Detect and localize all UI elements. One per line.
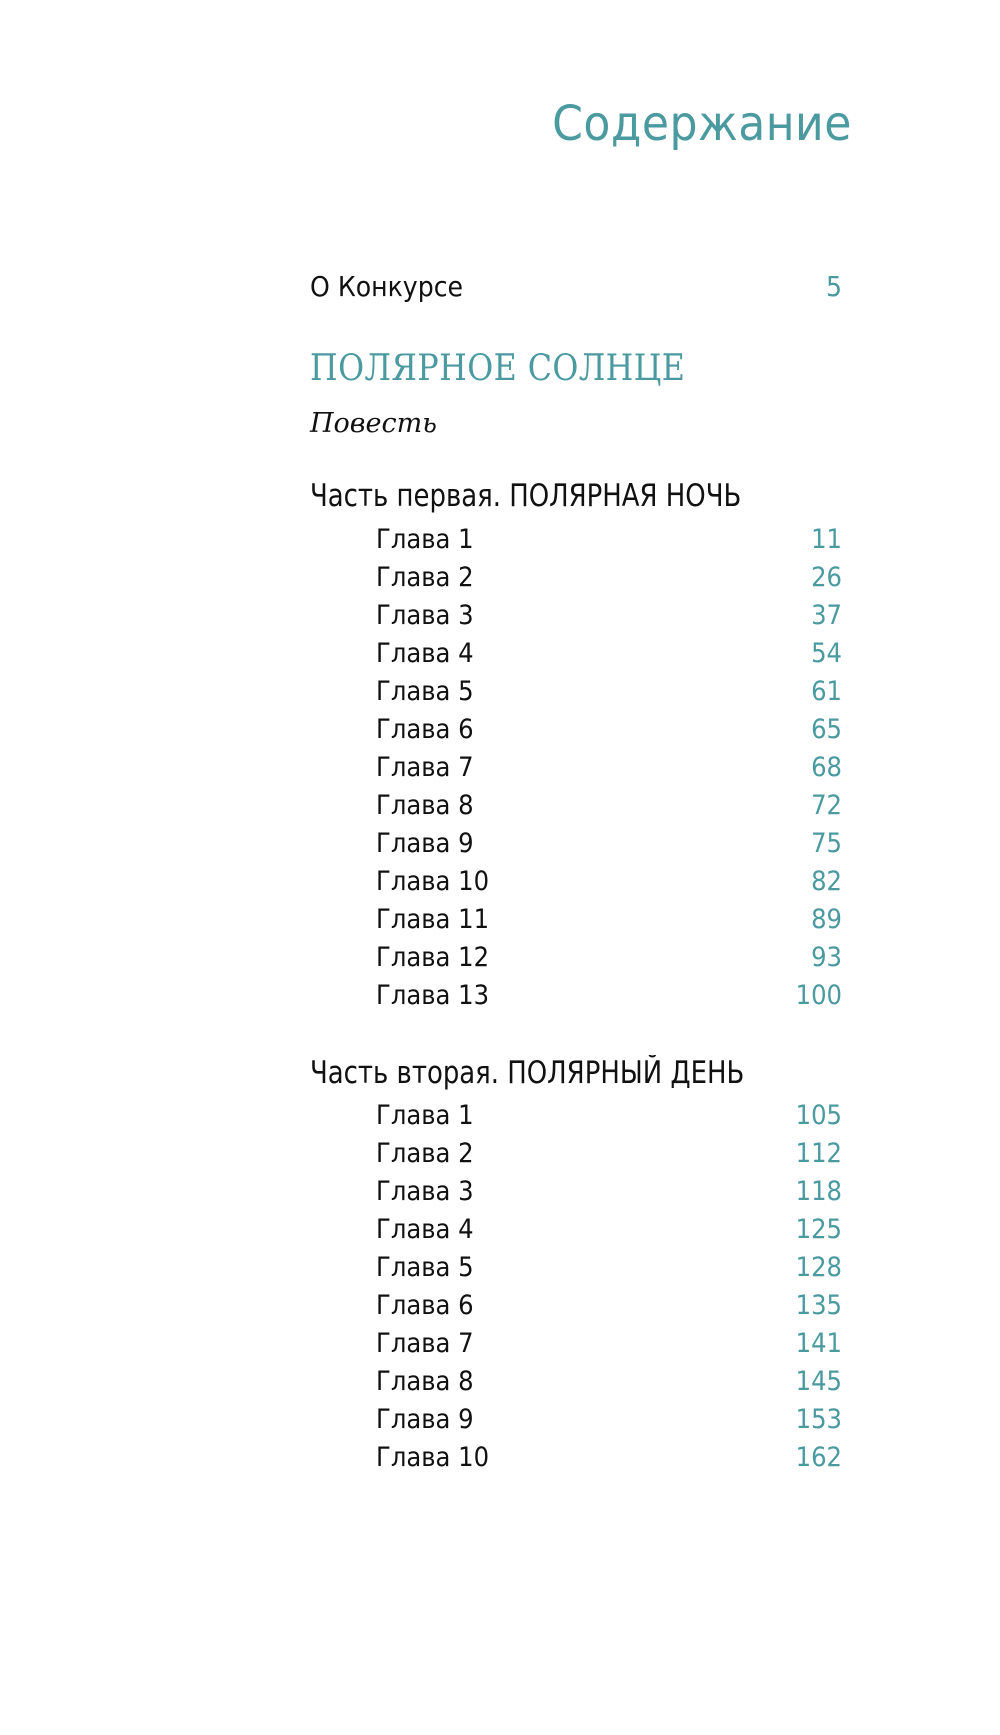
chapter-label: Глава 13 — [376, 980, 490, 1011]
chapter-entry[interactable] — [376, 1290, 842, 1328]
chapter-entry[interactable] — [376, 676, 842, 714]
toc-entry-intro[interactable] — [310, 270, 842, 303]
toc-title: Содержание — [552, 96, 852, 152]
chapter-entry[interactable] — [376, 866, 842, 904]
chapter-page-number: 65 — [811, 714, 842, 745]
chapter-entry[interactable] — [376, 980, 842, 1018]
chapter-entry[interactable] — [376, 752, 842, 790]
chapter-label: Глава 5 — [376, 676, 474, 707]
chapter-page-number: 162 — [795, 1442, 842, 1473]
chapter-entry[interactable] — [376, 1366, 842, 1404]
chapter-page-number: 93 — [811, 942, 842, 973]
chapter-page-number: 61 — [811, 676, 842, 707]
chapter-page-number: 68 — [811, 752, 842, 783]
chapter-label: Глава 9 — [376, 828, 474, 859]
chapter-page-number: 112 — [795, 1138, 842, 1169]
chapter-label: Глава 6 — [376, 1290, 474, 1321]
chapter-label: Глава 4 — [376, 638, 474, 669]
chapter-entry[interactable] — [376, 1442, 842, 1480]
chapter-page-number: 82 — [811, 866, 842, 897]
chapter-label: Глава 10 — [376, 1442, 490, 1473]
chapter-label: Глава 2 — [376, 1138, 474, 1169]
chapter-list-part-1 — [376, 524, 842, 1018]
chapter-page-number: 75 — [811, 828, 842, 859]
chapter-entry[interactable] — [376, 1100, 842, 1138]
chapter-label: Глава 8 — [376, 790, 474, 821]
chapter-page-number: 100 — [795, 980, 842, 1011]
chapter-label: Глава 8 — [376, 1366, 474, 1397]
chapter-page-number: 105 — [795, 1100, 842, 1131]
chapter-label: Глава 7 — [376, 1328, 474, 1359]
chapter-page-number: 72 — [811, 790, 842, 821]
chapter-page-number: 125 — [795, 1214, 842, 1245]
chapter-label: Глава 12 — [376, 942, 490, 973]
chapter-label: Глава 2 — [376, 562, 474, 593]
chapter-page-number: 89 — [811, 904, 842, 935]
chapter-page-number: 141 — [795, 1328, 842, 1359]
chapter-page-number: 11 — [811, 524, 842, 555]
chapter-entry[interactable] — [376, 942, 842, 980]
toc-entry-page: 5 — [825, 270, 842, 303]
chapter-entry[interactable] — [376, 790, 842, 828]
chapter-label: Глава 3 — [376, 600, 474, 631]
chapter-label: Глава 4 — [376, 1214, 474, 1245]
section-title[interactable]: ПОЛЯРНОЕ СОЛНЦЕ — [310, 348, 686, 389]
chapter-entry[interactable] — [376, 1138, 842, 1176]
chapter-label: Глава 5 — [376, 1252, 474, 1283]
chapter-page-number: 135 — [795, 1290, 842, 1321]
chapter-label: Глава 3 — [376, 1176, 474, 1207]
chapter-entry[interactable] — [376, 714, 842, 752]
chapter-entry[interactable] — [376, 562, 842, 600]
chapter-label: Глава 1 — [376, 524, 474, 555]
chapter-label: Глава 6 — [376, 714, 474, 745]
chapter-entry[interactable] — [376, 600, 842, 638]
chapter-page-number: 118 — [795, 1176, 842, 1207]
chapter-label: Глава 7 — [376, 752, 474, 783]
toc-entry-label: О Конкурсе — [310, 270, 464, 303]
part-heading-2[interactable]: Часть вторая. ПОЛЯРНЫЙ ДЕНЬ — [310, 1055, 745, 1091]
chapter-entry[interactable] — [376, 1404, 842, 1442]
chapter-list-part-2 — [376, 1100, 842, 1480]
chapter-entry[interactable] — [376, 1328, 842, 1366]
chapter-page-number: 37 — [811, 600, 842, 631]
chapter-page-number: 54 — [811, 638, 842, 669]
chapter-page-number: 153 — [795, 1404, 842, 1435]
chapter-label: Глава 9 — [376, 1404, 474, 1435]
chapter-entry[interactable] — [376, 828, 842, 866]
chapter-page-number: 128 — [795, 1252, 842, 1283]
chapter-entry[interactable] — [376, 904, 842, 942]
chapter-label: Глава 1 — [376, 1100, 474, 1131]
chapter-page-number: 145 — [795, 1366, 842, 1397]
chapter-entry[interactable] — [376, 1176, 842, 1214]
part-heading-1[interactable]: Часть первая. ПОЛЯРНАЯ НОЧЬ — [310, 478, 742, 514]
chapter-entry[interactable] — [376, 524, 842, 562]
chapter-page-number: 26 — [811, 562, 842, 593]
chapter-label: Глава 11 — [376, 904, 490, 935]
chapter-entry[interactable] — [376, 1214, 842, 1252]
chapter-label: Глава 10 — [376, 866, 490, 897]
chapter-entry[interactable] — [376, 1252, 842, 1290]
chapter-entry[interactable] — [376, 638, 842, 676]
section-genre: Повесть — [310, 408, 437, 439]
